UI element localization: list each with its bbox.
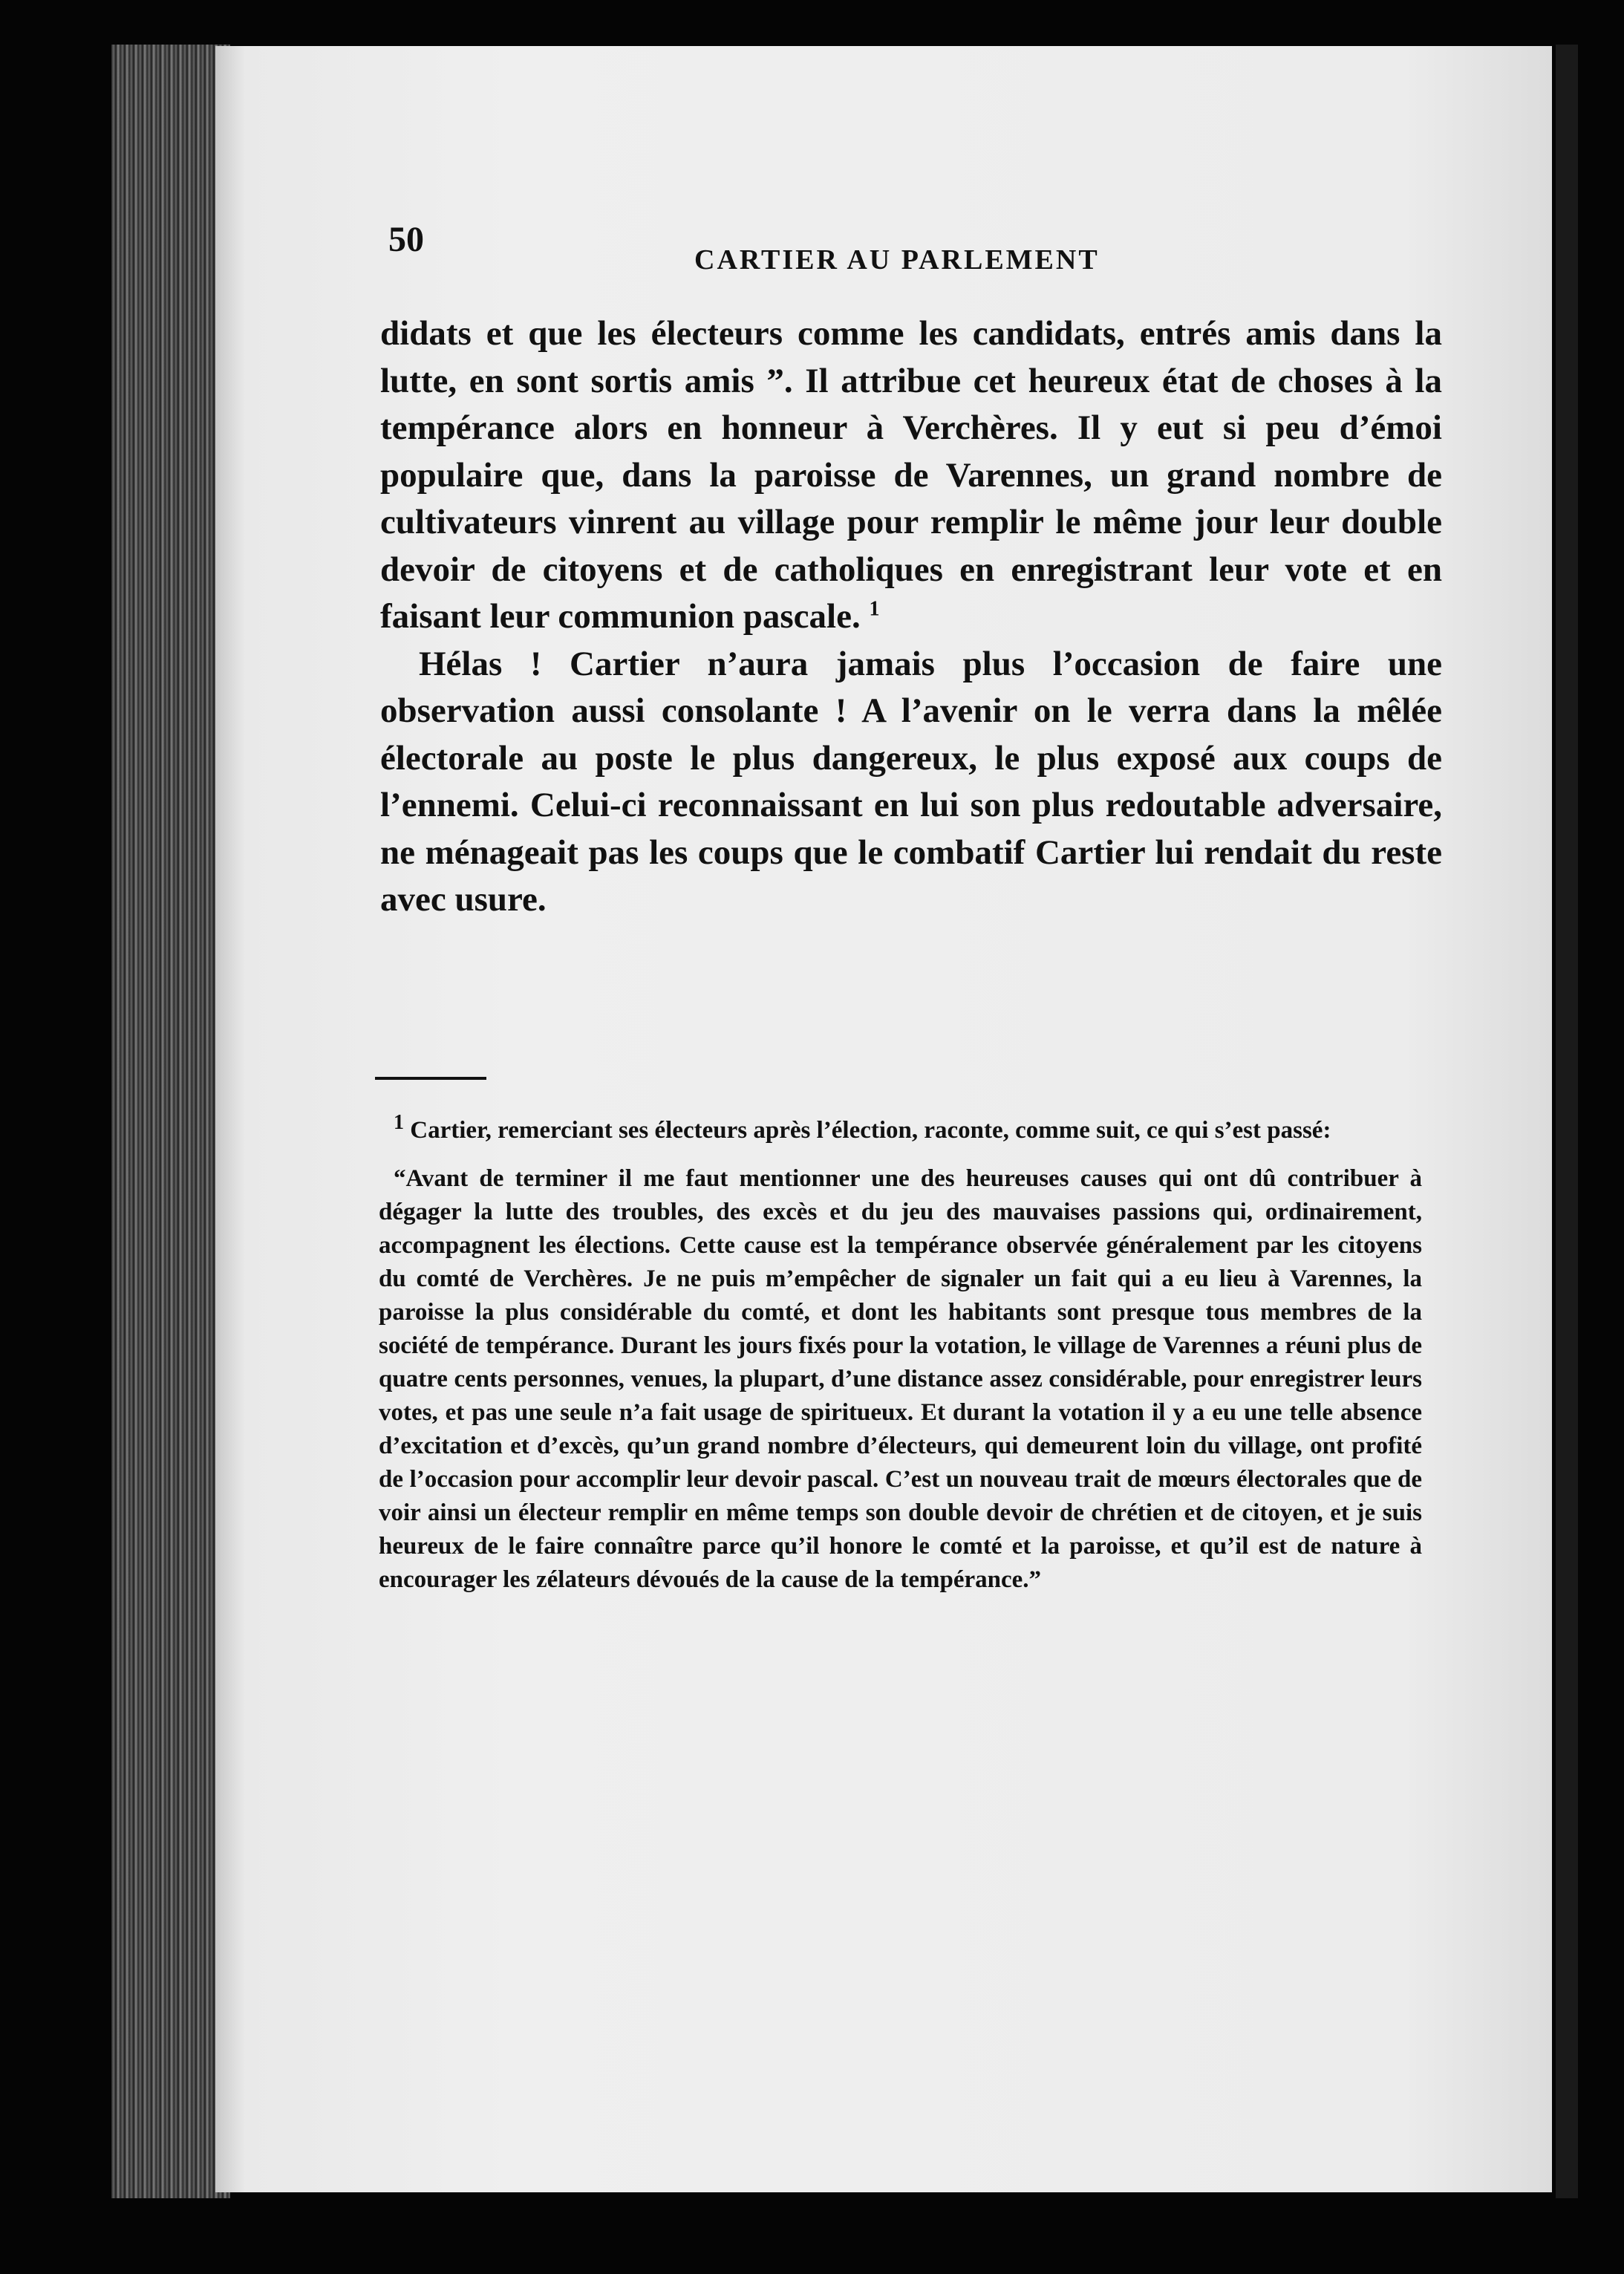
book-right-edge [1556, 45, 1578, 2198]
footnote-divider [375, 1077, 486, 1080]
running-head: CARTIER AU PARLEMENT [694, 244, 1100, 276]
footnote-reference: 1 [869, 597, 880, 621]
paragraph-text: didats et que les électeurs comme les candidats, entrés amis dans la lutte, en sont sortis amis ”. Il attribue cet heureux état de choses à la tempérance alors en honneur à Verchères. Il y eut si peu d’émoi populaire que, dans la paroisse de Varennes, un grand nombre de cultivateurs vinrent au village pour remplir le même jour leur double devoir de citoyens et de catholiques en enregistrant leur vote et en faisant leur communion pascale. [380, 314, 1442, 636]
page-number: 50 [388, 220, 424, 259]
footnote-intro [379, 1111, 1422, 1147]
main-text [380, 310, 1442, 924]
footnote-quote: “Avant de terminer il me faut mentionner une des heureuses causes qui ont dû contribuer à dégager la lutte des troubles, des excès et du jeu des mauvaises passions qui, ordinairement, accompagnent les élections. Cette cause est la tempérance observée généralement par les citoyens du comté de Verchères. Je ne puis m’empêcher de signaler un fait qui a eu lieu à Varennes, la paroisse la plus considérable du comté, et dont les habitants sont presque tous membres de la société de tempérance. Durant les jours fixés pour la votation, le village de Varennes a réuni plus de quatre cents personnes, venues, la plupart, d’une distance assez considérable, pour enregistrer leurs votes, et pas une seule n’a fait usage de spiritueux. Et durant la votation il y a eu une telle absence d’excitation et d’excès, qu’un grand nombre d’électeurs, qui demeurent loin du village, ont profité de l’occasion pour accomplir leur devoir pascal. C’est un nouveau trait de mœurs électorales que de voir ainsi un électeur remplir en même temps son double devoir de chrétien et de citoyen, et je suis heureux de le faire connaître parce qu’il honore le comté et la paroisse, et qu’il est de nature à encourager les zélateurs dévoués de la cause de la tempérance.” [379, 1165, 1422, 1593]
footnote [379, 1111, 1422, 1597]
footnote-marker: 1 [394, 1111, 404, 1134]
book-page-edge [111, 45, 230, 2198]
paragraph [380, 310, 1442, 641]
footnote-intro-text: Cartier, remerciant ses électeurs après l’élection, raconte, comme suit, ce qui s’est passé: [410, 1117, 1331, 1144]
paragraph: Hélas ! Cartier n’aura jamais plus l’occasion de faire une observation aussi consolante ! A l’avenir on le verra dans la mêlée électorale au poste le plus dangereux, le plus exposé aux coups de l’ennemi. Celui-ci reconnaissant en lui son plus redoutable adversaire, ne ménageait pas les coups que le combatif Cartier lui rendait du reste avec usure. [380, 644, 1442, 919]
